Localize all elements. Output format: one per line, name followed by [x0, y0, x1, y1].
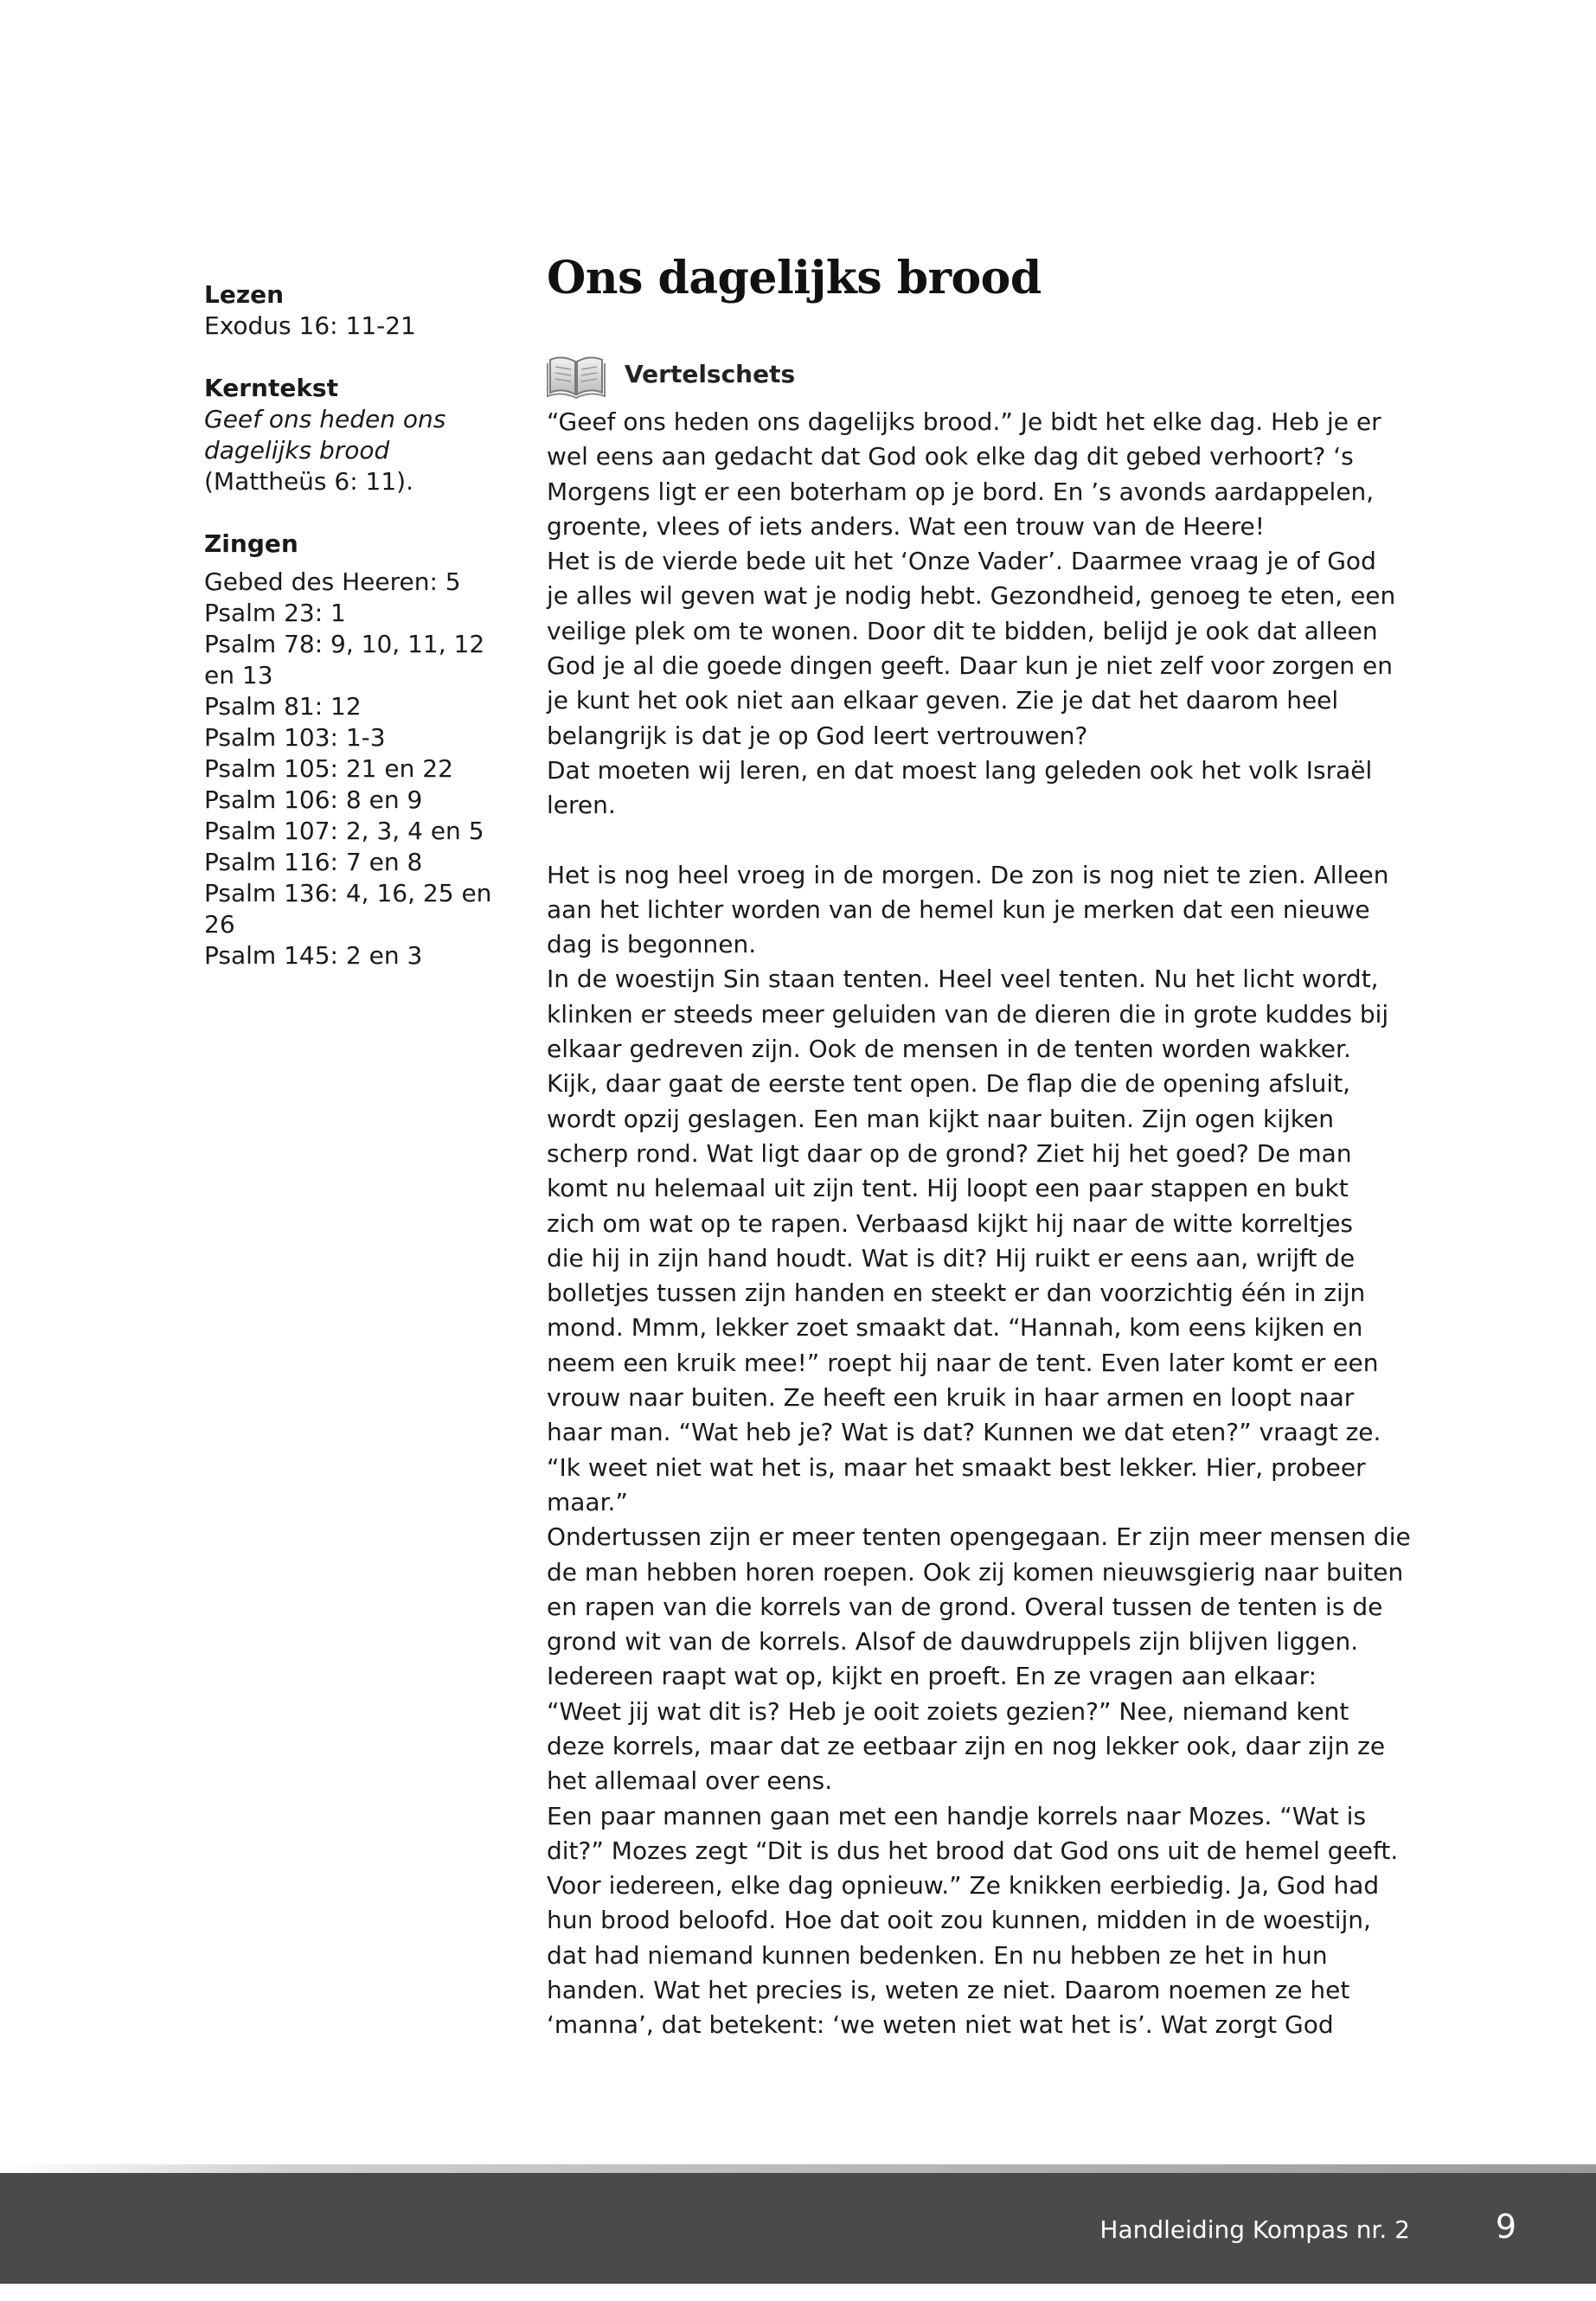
- zingen-item: Psalm 107: 2, 3, 4 en 5: [204, 817, 484, 845]
- paragraph: In de woestijn Sin staan tenten. Heel veel tenten. Nu het licht wordt, klinken er steeds meer geluiden van de dieren die in grote kuddes bij elkaar gedreven zijn. Ook de mensen in de tenten worden wakker. Kijk, daar gaat de eerste tent open. De flap die de opening afsluit, wordt opzij geslagen. Een man kijkt naar buiten. Zijn ogen kijken scherp rond. Wat ligt daar op de grond? Ziet hij het goed? De man komt nu helemaal uit zijn tent. Hij loopt een paar stappen en bukt zich om wat op te rapen. Verbaasd kijkt hij naar de witte korreltjes die hij in zijn hand houdt. Wat is dit? Hij ruikt er eens aan, wrijft de bolletjes tussen zijn handen en steekt er dan voorzichtig één in zijn mond. Mmm, lekker zoet smaakt dat. “Hannah, kom eens kijken en neem een kruik mee!” roept hij naar de tent. Even later komt er een vrouw naar buiten. Ze heeft een kruik in haar armen en loopt naar haar man. “Wat heb je? Wat is dat? Kunnen we dat eten?” vraagt ze. “Ik weet niet wat het is, maar het smaakt best lekker. Hier, probeer maar.”: [547, 965, 1389, 1516]
- zingen-list: [204, 567, 498, 971]
- paragraph: “Geef ons heden ons dagelijks brood.” Je bidt het elke dag. Heb je er wel eens aan gedacht dat God ook elke dag dit gebed verhoort? ‘s Morgens ligt er een boterham op je bord. En ’s avonds aardappelen, groente, vlees of iets anders. Wat een trouw van de Heere!: [547, 407, 1381, 541]
- publication-name: Handleiding Kompas nr. 2: [1099, 2215, 1410, 2244]
- open-book-icon: [545, 348, 607, 400]
- kerntekst-heading: Kerntekst: [204, 374, 338, 402]
- kerntekst-reference: (Mattheüs 6: 11).: [204, 467, 414, 496]
- section-heading: [545, 346, 795, 401]
- zingen-heading: Zingen: [204, 529, 298, 558]
- sidebar: [204, 279, 498, 971]
- zingen-item: Psalm 116: 7 en 8: [204, 848, 423, 876]
- zingen-item: Psalm 105: 21 en 22: [204, 754, 453, 783]
- paragraph: Het is nog heel vroeg in de morgen. De zon is nog niet te zien. Alleen aan het lichter worden van de hemel kun je merken dat een nieuwe dag is begonnen.: [547, 860, 1389, 959]
- zingen-item: Psalm 78: 9, 10, 11, 12 en 13: [204, 630, 485, 689]
- paragraph: Dat moeten wij leren, en dat moest lang geleden ook het volk Israël leren.: [547, 755, 1373, 820]
- kerntekst-quote: Geef ons heden ons dagelijks brood: [204, 405, 446, 465]
- zingen-item: Psalm 81: 12: [204, 692, 362, 721]
- section-label: Vertelschets: [625, 359, 796, 388]
- paragraph: Ondertussen zijn er meer tenten opengegaan. Er zijn meer mensen die de man hebben horen roepen. Ook zij komen nieuwsgierig naar buiten en rapen van die korrels van de grond. Overal tussen de tenten is de grond wit van de korrels. Alsof de dauwdruppels zijn blijven liggen. Iedereen raapt wat op, kijkt en proeft. En ze vragen aan elkaar: “Weet jij wat dit is? Heb je ooit zoiets gezien?” Nee, niemand kent deze korrels, maar dat ze eetbaar zijn en nog lekker ook, daar zijn ze het allemaal over eens.: [547, 1522, 1411, 1796]
- paragraph: Een paar mannen gaan met een handje korrels naar Mozes. “Wat is dit?” Mozes zegt “Dit is dus het brood dat God ons uit de hemel geeft. Voor iedereen, elke dag opnieuw.” Ze knikken eerbiedig. Ja, God had hun brood beloofd. Hoe dat ooit zou kunnen, midden in de woestijn, dat had niemand kunnen bedenken. En nu hebben ze het in hun handen. Wat het precies is, weten ze niet. Daarom noemen ze het ‘manna’, dat betekent: ‘we weten niet wat het is’. Wat zorgt God: [547, 1801, 1399, 2040]
- paragraph: Het is de vierde bede uit het ‘Onze Vader’. Daarmee vraag je of God je alles wil geven wat je nodig hebt. Gezondheid, genoeg te eten, een veilige plek om te wonen. Door dit te bidden, belijd je ook dat alleen God je al die goede dingen geeft. Daar kun je niet zelf voor zorgen en je kunt het ook niet aan elkaar geven. Zie je dat het daarom heel belangrijk is dat je op God leert vertrouwen?: [547, 547, 1396, 750]
- page-title: Ons dagelijks brood: [547, 252, 1042, 304]
- zingen-item: Psalm 106: 8 en 9: [204, 785, 423, 814]
- story-body: [547, 405, 1412, 2043]
- lezen-text: Exodus 16: 11-21: [204, 311, 416, 340]
- page-number: 9: [1495, 2208, 1516, 2246]
- zingen-item: Psalm 103: 1-3: [204, 723, 386, 752]
- zingen-item: Psalm 145: 2 en 3: [204, 941, 423, 970]
- zingen-item: Psalm 136: 4, 16, 25 en 26: [204, 879, 492, 939]
- zingen-item: Psalm 23: 1: [204, 599, 346, 627]
- zingen-item: Gebed des Heeren: 5: [204, 567, 461, 596]
- lezen-heading: Lezen: [204, 280, 285, 309]
